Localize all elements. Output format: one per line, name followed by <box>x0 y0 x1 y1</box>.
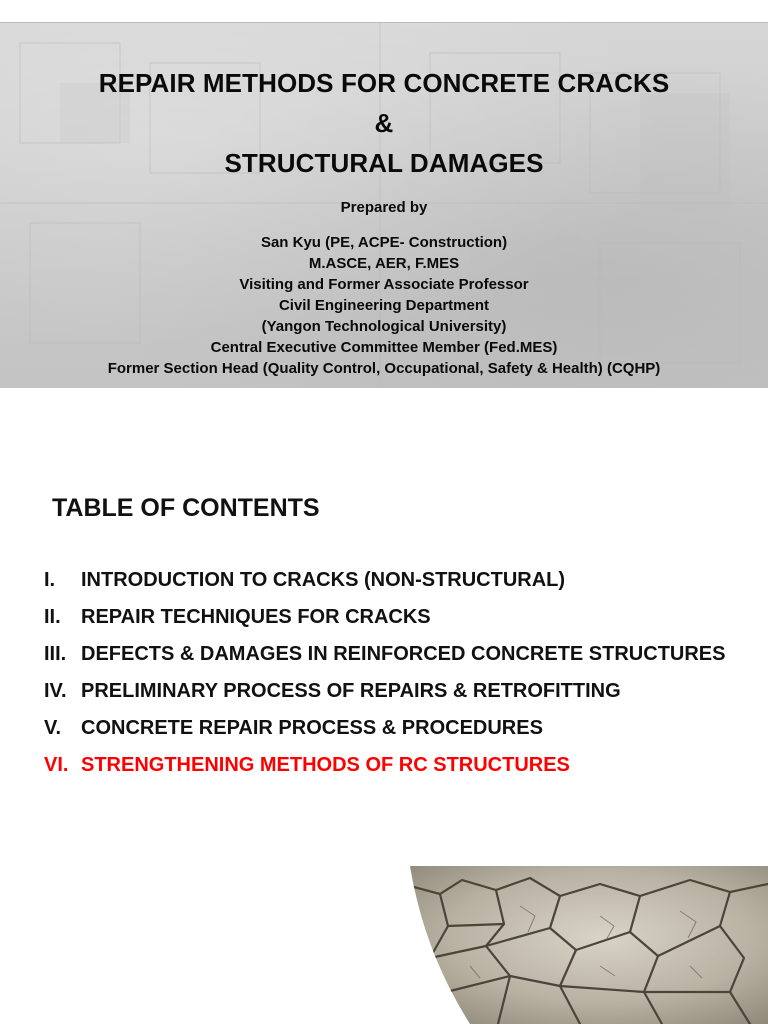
author-info <box>0 232 768 379</box>
toc-item-highlighted <box>44 747 725 784</box>
toc-item-number: III. <box>44 643 67 665</box>
toc-list <box>44 562 725 784</box>
author-line: M.ASCE, AER, F.MES <box>308 255 460 272</box>
toc-item-number: I. <box>44 569 56 591</box>
author-line: Civil Engineering Department <box>278 297 490 314</box>
toc-title: TABLE OF CONTENTS <box>52 494 320 522</box>
title-slide <box>0 22 768 389</box>
toc-slide <box>0 388 768 1024</box>
prepared-by-label: Prepared by <box>340 199 428 216</box>
author-line: San Kyu (PE, ACPE- Construction) <box>260 234 508 251</box>
cracked-concrete-image <box>400 866 768 1024</box>
author-line: Central Executive Committee Member (Fed.MES) <box>210 339 558 356</box>
toc-item-number: II. <box>44 606 61 628</box>
toc-item-label: PRELIMINARY PROCESS OF REPAIRS & RETROFITTING <box>81 680 621 702</box>
toc-item-label: STRENGTHENING METHODS OF RC STRUCTURES <box>81 754 570 776</box>
title-slide-text <box>0 23 768 379</box>
toc-item-number: V. <box>44 717 62 739</box>
title-line-1: REPAIR METHODS FOR CONCRETE CRACKS <box>98 68 670 98</box>
toc-item <box>44 710 725 747</box>
toc-item <box>44 562 725 599</box>
toc-item-label: INTRODUCTION TO CRACKS (NON-STRUCTURAL) <box>81 569 566 591</box>
author-line: Former Section Head (Quality Control, Occupational, Safety & Health) (CQHP) <box>107 360 661 377</box>
toc-item <box>44 673 725 710</box>
title-line-3: STRUCTURAL DAMAGES <box>224 148 544 178</box>
toc-item-label: CONCRETE REPAIR PROCESS & PROCEDURES <box>81 717 543 739</box>
main-title <box>0 23 768 183</box>
toc-item-label: DEFECTS & DAMAGES IN REINFORCED CONCRETE STRUCTURES <box>81 643 726 665</box>
toc-item-number: VI. <box>44 754 69 776</box>
toc-item-number: IV. <box>44 680 67 702</box>
toc-item-label: REPAIR TECHNIQUES FOR CRACKS <box>81 606 431 628</box>
toc-item <box>44 599 725 636</box>
title-line-2: & <box>374 108 394 138</box>
author-line: (Yangon Technological University) <box>261 318 507 335</box>
toc-item <box>44 636 725 673</box>
author-line: Visiting and Former Associate Professor <box>239 276 529 293</box>
